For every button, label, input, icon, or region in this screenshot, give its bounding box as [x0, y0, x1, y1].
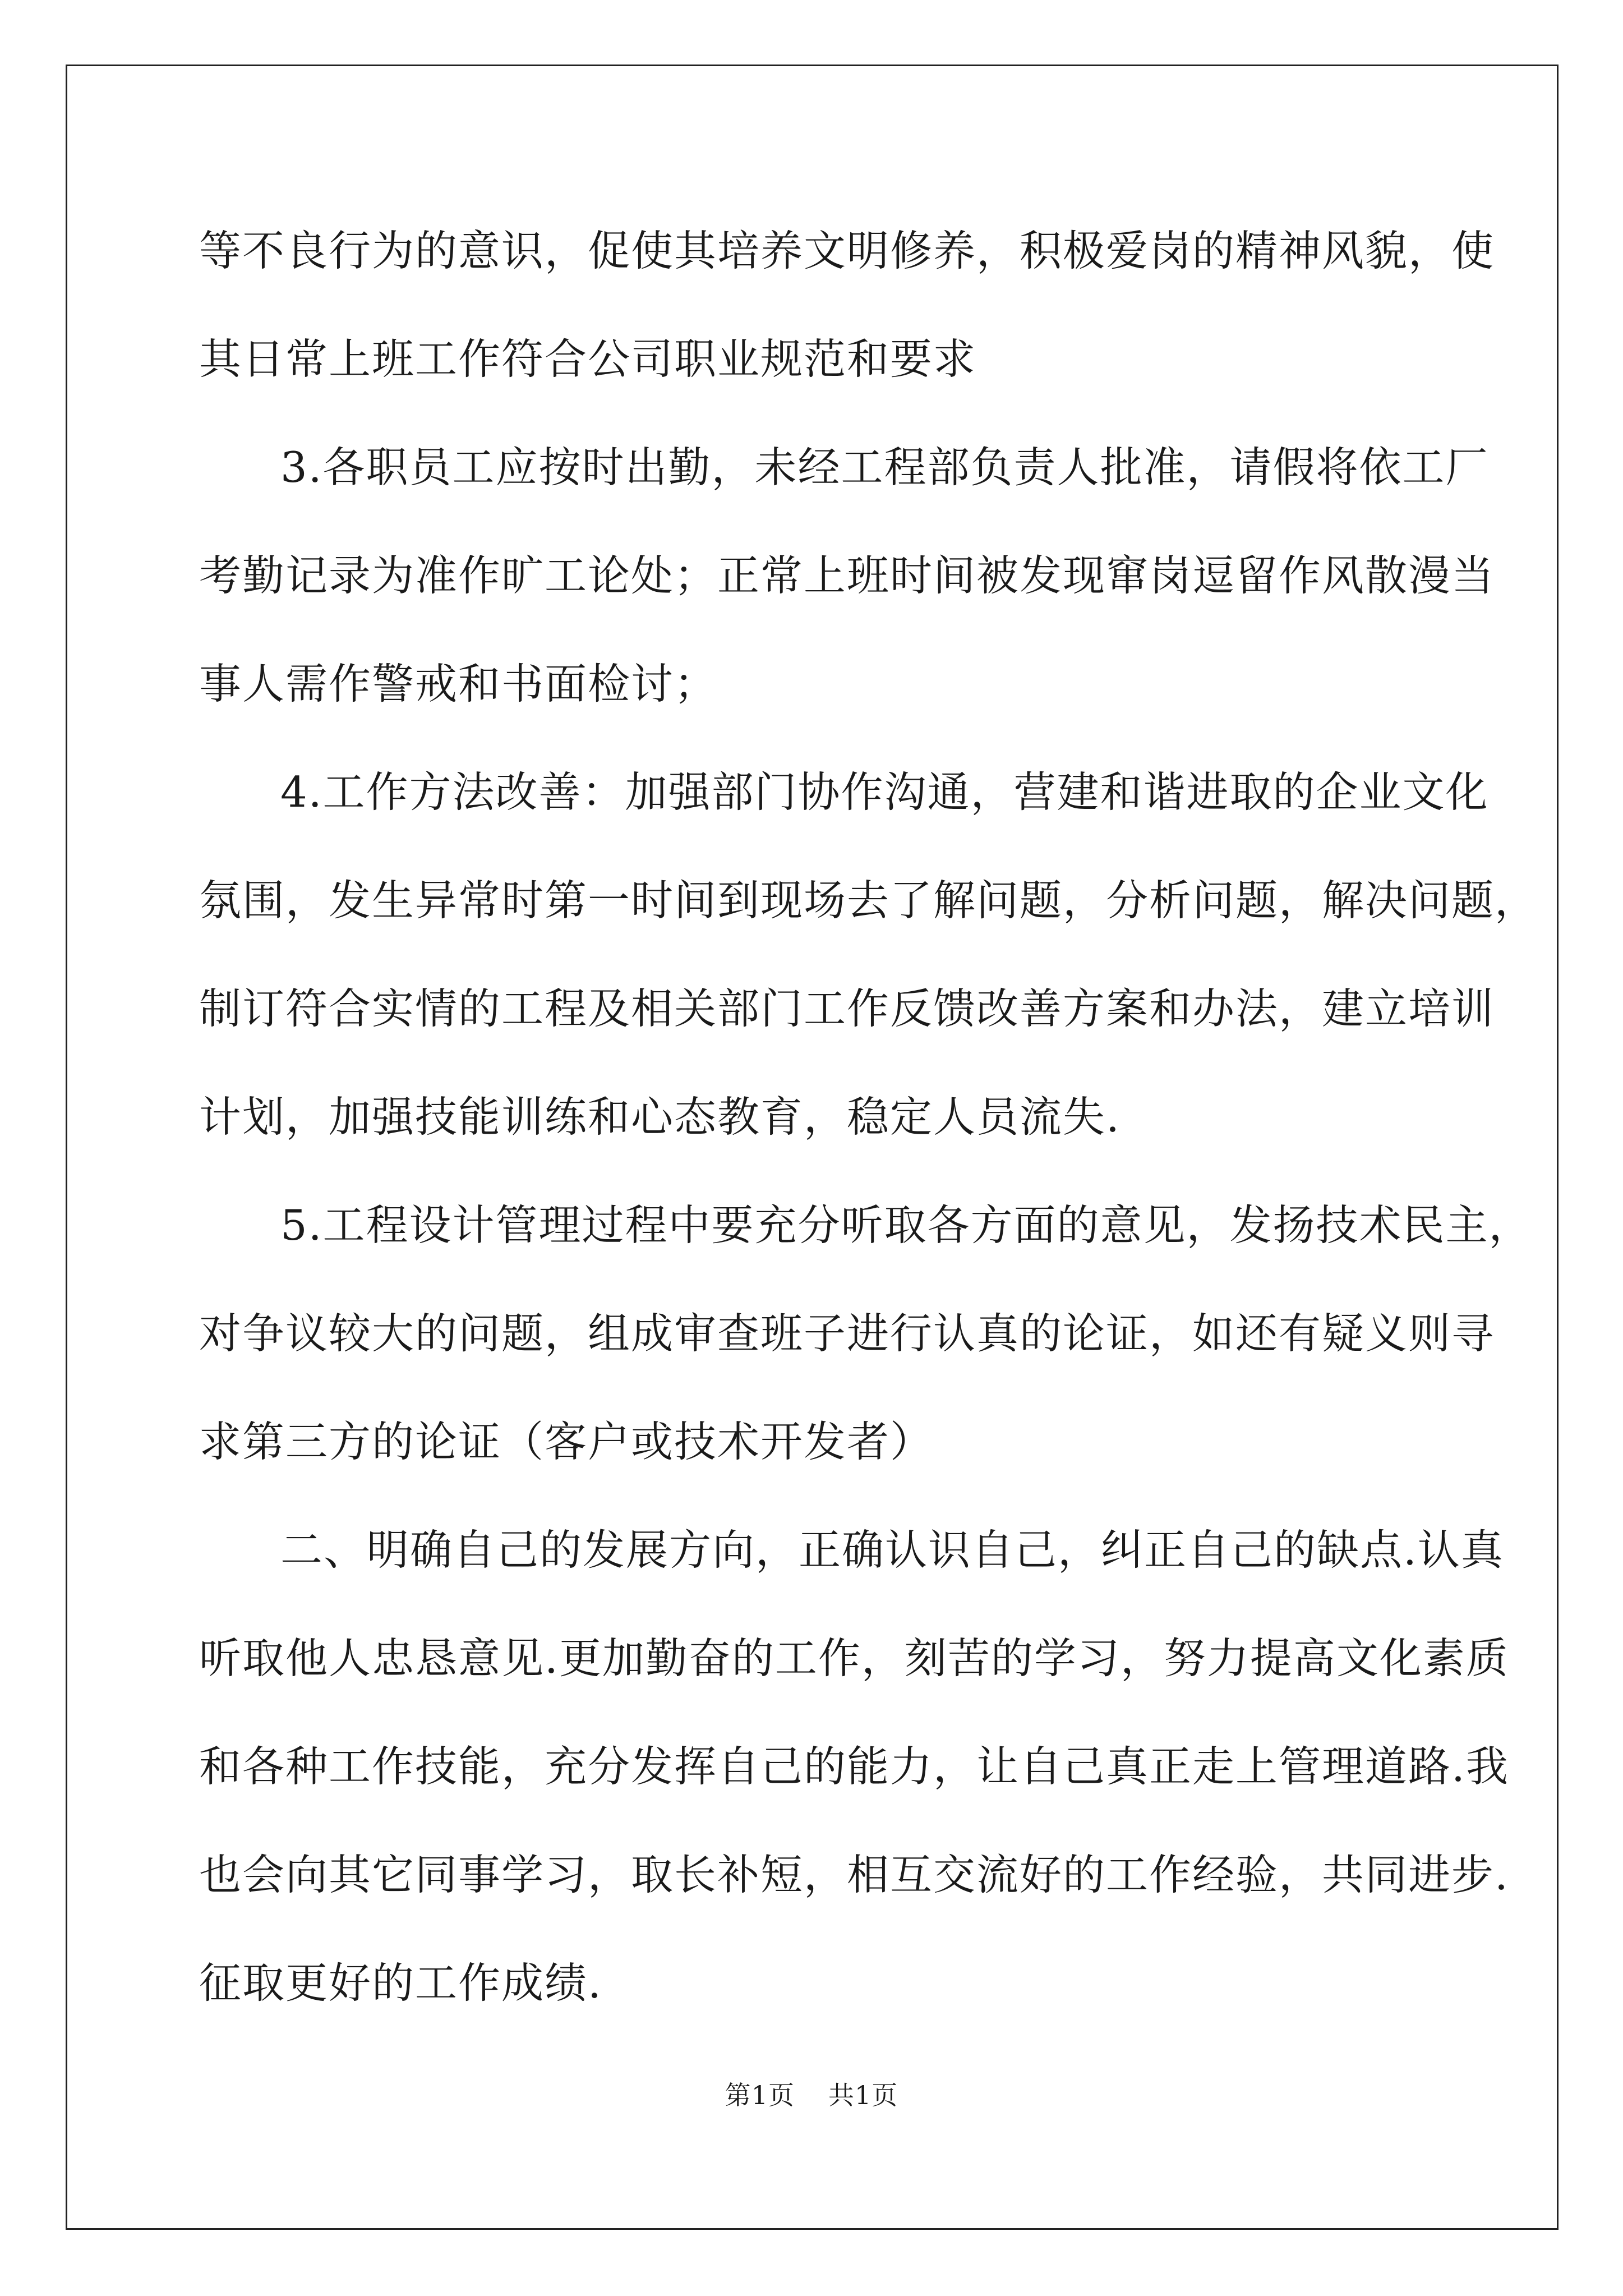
page-total: 共1页 [828, 2080, 898, 2110]
text-line: 计划，加强技能训练和心态教育，稳定人员流失. [199, 1092, 1121, 1142]
text-line: 3.各职员工应按时出勤，未经工程部负责人批准，请假将依工厂 [280, 443, 1489, 492]
text-line: 也会向其它同事学习，取长补短，相互交流好的工作经验，共同进步. [199, 1850, 1509, 1899]
page-footer [0, 2078, 1623, 2112]
text-line: 求第三方的论证（客户或技术开发者） [199, 1417, 934, 1466]
text-line: 事人需作警戒和书面检讨； [199, 659, 718, 708]
text-line: 对争议较大的问题，组成审查班子进行认真的论证，如还有疑义则寻 [199, 1309, 1495, 1358]
text-line: 等不良行为的意识，促使其培养文明修养，积极爱岗的精神风貌，使 [199, 226, 1495, 275]
text-line: 氛围，发生异常时第一时间到现场去了解问题，分析问题，解决问题， [199, 876, 1538, 925]
text-line: 听取他人忠恳意见.更加勤奋的工作，刻苦的学习，努力提高文化素质 [199, 1634, 1509, 1683]
text-line: 征取更好的工作成绩. [199, 1958, 602, 2008]
text-line: 二、明确自己的发展方向，正确认识自己，纠正自己的缺点.认真 [280, 1525, 1504, 1575]
page-border [66, 65, 1559, 2230]
text-line: 4.工作方法改善：加强部门协作沟通，营建和谐进取的企业文化 [280, 767, 1489, 817]
text-line: 其日常上班工作符合公司职业规范和要求 [199, 334, 977, 384]
text-line: 和各种工作技能，充分发挥自己的能力，让自己真正走上管理道路.我 [199, 1742, 1509, 1791]
text-line: 制订符合实情的工程及相关部门工作反馈改善方案和办法，建立培训 [199, 984, 1495, 1033]
text-line: 5.工程设计管理过程中要充分听取各方面的意见，发扬技术民主， [280, 1200, 1532, 1250]
page-number: 第1页 [725, 2080, 795, 2110]
text-line: 考勤记录为准作旷工论处；正常上班时间被发现窜岗逗留作风散漫当 [199, 551, 1495, 600]
